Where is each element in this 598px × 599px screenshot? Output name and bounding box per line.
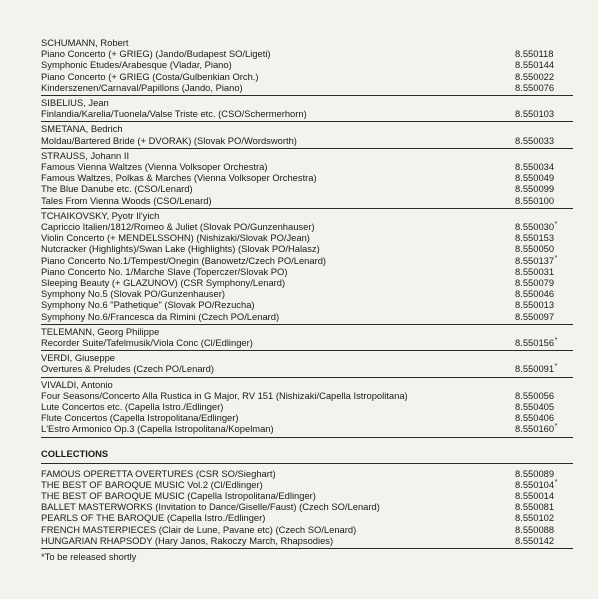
catalog-entry bbox=[41, 221, 573, 232]
catalog-entry bbox=[41, 490, 573, 501]
catalog-number: 8.550022 bbox=[515, 70, 555, 82]
work-title: THE BEST OF BAROQUE MUSIC Vol.2 (Cl/Edlinger) bbox=[41, 478, 263, 490]
catalog-number: 8.550160 bbox=[515, 423, 555, 435]
catalog-number-cell bbox=[515, 183, 573, 194]
work-title: Capriccio Italien/1812/Romeo & Juliet (Slovak PO/Gunzenhauser) bbox=[41, 220, 315, 232]
work-title: Violin Concerto (+ MENDELSSOHN) (Nishizaki/Slovak PO/Jean) bbox=[41, 232, 310, 244]
catalog-number-cell bbox=[515, 468, 573, 479]
catalog-entry bbox=[41, 161, 573, 172]
catalog-entry bbox=[41, 412, 573, 423]
catalog-number: 8.550091 bbox=[515, 363, 555, 375]
work-title: Symphonic Etudes/Arabesque (Vladar, Piano) bbox=[41, 59, 232, 71]
catalog-number-cell bbox=[515, 363, 573, 374]
work-title: THE BEST OF BAROQUE MUSIC (Capella Istropolitana/Edlinger) bbox=[41, 489, 316, 501]
catalog-number: 8.550034 bbox=[515, 160, 555, 172]
catalog-number-cell bbox=[515, 412, 573, 423]
upcoming-release-marker: * bbox=[554, 254, 558, 262]
upcoming-release-marker: * bbox=[554, 423, 558, 431]
catalog-number: 8.550013 bbox=[515, 299, 555, 311]
composer-section bbox=[41, 325, 573, 351]
catalog-number-cell bbox=[515, 288, 573, 299]
work-title: FAMOUS OPERETTA OVERTURES (CSR SO/Sieghart) bbox=[41, 467, 276, 479]
composer-section bbox=[41, 351, 573, 377]
catalog-number: 8.550406 bbox=[515, 412, 555, 424]
catalog-entry bbox=[41, 337, 573, 348]
composer-section bbox=[41, 37, 573, 96]
catalog-number: 8.550156 bbox=[515, 336, 555, 348]
catalog-number-cell bbox=[515, 423, 573, 434]
work-title: Symphony No.6/Francesca da Rimini (Czech PO/Lenard) bbox=[41, 310, 280, 322]
composer-section bbox=[41, 209, 573, 325]
composer-sections bbox=[41, 37, 573, 438]
catalog-entry bbox=[41, 311, 573, 322]
work-title: Finlandia/Karelia/Tuonela/Valse Triste etc. (CSO/Schermerhorn) bbox=[41, 108, 307, 120]
catalog-number: 8.550118 bbox=[515, 48, 554, 60]
work-title: Piano Concerto No. 1/Marche Slave (Toperczer/Slovak PO) bbox=[41, 265, 288, 277]
upcoming-release-marker: * bbox=[554, 220, 558, 228]
composer-section bbox=[41, 96, 573, 122]
catalog-number-cell bbox=[515, 195, 573, 206]
catalog-number: 8.550405 bbox=[515, 400, 555, 412]
work-title: Piano Concerto No.1/Tempest/Onegin (Banowetz/Czech PO/Lenard) bbox=[41, 254, 327, 266]
catalog-entry bbox=[41, 288, 573, 299]
catalog-number-cell bbox=[515, 535, 573, 546]
catalog-number-cell bbox=[515, 243, 573, 254]
catalog-entry bbox=[41, 172, 573, 183]
work-title: FRENCH MASTERPIECES (Clair de Lune, Pavane etc) (Czech SO/Lenard) bbox=[41, 523, 357, 535]
composer-name: TELEMANN, Georg Philippe bbox=[41, 325, 160, 337]
upcoming-release-marker: * bbox=[554, 478, 558, 486]
work-title: Lute Concertos etc. (Capella Istro./Edlinger) bbox=[41, 400, 224, 412]
catalog-number-cell bbox=[515, 299, 573, 310]
work-title: Overtures & Preludes (Czech PO/Lenard) bbox=[41, 363, 214, 375]
catalog-number-cell bbox=[515, 255, 573, 266]
catalog-number: 8.550076 bbox=[515, 81, 555, 93]
composer-section bbox=[41, 149, 573, 209]
catalog-number: 8.550079 bbox=[515, 276, 555, 288]
upcoming-release-marker: * bbox=[554, 336, 558, 344]
catalog-number: 8.550103 bbox=[515, 108, 555, 120]
work-title: L'Estro Armonico Op.3 (Capella Istropolitana/Kopelman) bbox=[41, 423, 274, 435]
collections-heading: COLLECTIONS bbox=[41, 448, 573, 464]
catalog-number-cell bbox=[515, 221, 573, 232]
catalog-entry bbox=[41, 255, 573, 266]
composer-name: VERDI, Giuseppe bbox=[41, 352, 115, 364]
catalog-number-cell bbox=[515, 48, 573, 59]
work-title: Four Seasons/Concerto Alla Rustica in G Major, RV 151 (Nishizaki/Capella Istropolitana) bbox=[41, 389, 408, 401]
catalog-number: 8.550046 bbox=[515, 288, 555, 300]
catalog-number-cell bbox=[515, 390, 573, 401]
catalog-entry bbox=[41, 243, 573, 254]
catalog-number-cell bbox=[515, 401, 573, 412]
composer-section bbox=[41, 378, 573, 438]
release-footnote: *To be released shortly bbox=[41, 551, 137, 562]
catalog-number: 8.550142 bbox=[515, 534, 555, 546]
catalog-entry bbox=[41, 108, 573, 119]
composer-section bbox=[41, 122, 573, 148]
catalog-number-cell bbox=[515, 524, 573, 535]
catalog-number-cell bbox=[515, 501, 573, 512]
work-title: HUNGARIAN RHAPSODY (Hary Janos, Rakoczy March, Rhapsodies) bbox=[41, 534, 334, 546]
work-title: Moldau/Bartered Bride (+ DVORAK) (Slovak PO/Wordsworth) bbox=[41, 134, 297, 146]
catalog-entry bbox=[41, 183, 573, 194]
catalog-entry bbox=[41, 71, 573, 82]
catalog-number-cell bbox=[515, 479, 573, 490]
catalog-entry bbox=[41, 299, 573, 310]
catalog-number-cell bbox=[515, 337, 573, 348]
composer-name: SMETANA, Bedrich bbox=[41, 123, 123, 135]
work-title: Tales From Vienna Woods (CSO/Lenard) bbox=[41, 194, 212, 206]
catalog-listing bbox=[41, 37, 573, 562]
catalog-number-cell bbox=[515, 108, 573, 119]
work-title: Kinderszenen/Carnaval/Papillons (Jando, Piano) bbox=[41, 81, 243, 93]
work-title: Symphony No.5 (Slovak PO/Gunzenhauser) bbox=[41, 288, 225, 300]
catalog-number: 8.550081 bbox=[515, 501, 555, 513]
catalog-entry bbox=[41, 195, 573, 206]
catalog-number-cell bbox=[515, 82, 573, 93]
catalog-number-cell bbox=[515, 71, 573, 82]
catalog-entry bbox=[41, 401, 573, 412]
work-title: Nutcracker (Highlights)/Swan Lake (Highlights) (Slovak PO/Halasz) bbox=[41, 243, 320, 255]
catalog-number: 8.550097 bbox=[515, 310, 555, 322]
catalog-number: 8.550050 bbox=[515, 243, 555, 255]
upcoming-release-marker: * bbox=[554, 363, 558, 371]
work-title: PEARLS OF THE BAROQUE (Capella Istro./Edlinger) bbox=[41, 512, 266, 524]
catalog-number: 8.550100 bbox=[515, 194, 555, 206]
catalog-number-cell bbox=[515, 266, 573, 277]
catalog-entry bbox=[41, 266, 573, 277]
composer-name: STRAUSS, Johann II bbox=[41, 149, 130, 161]
catalog-number: 8.550088 bbox=[515, 523, 555, 535]
catalog-entry bbox=[41, 48, 573, 59]
catalog-number: 8.550056 bbox=[515, 389, 555, 401]
work-title: Recorder Suite/Tafelmusik/Viola Conc (Cl/Edlinger) bbox=[41, 336, 253, 348]
catalog-entry bbox=[41, 524, 573, 535]
catalog-entry bbox=[41, 82, 573, 93]
catalog-number: 8.550031 bbox=[515, 265, 555, 277]
work-title: Famous Vienna Waltzes (Vienna Volksoper Orchestra) bbox=[41, 160, 268, 172]
catalog-entry bbox=[41, 363, 573, 374]
catalog-entry bbox=[41, 232, 573, 243]
catalog-number: 8.550153 bbox=[515, 232, 555, 244]
work-title: The Blue Danube etc. (CSO/Lenard) bbox=[41, 183, 193, 195]
catalog-number-cell bbox=[515, 161, 573, 172]
work-title: Flute Concertos (Capella Istropolitana/Edlinger) bbox=[41, 412, 239, 424]
catalog-entry bbox=[41, 135, 573, 146]
work-title: Piano Concerto (+ GRIEG (Costa/Gulbenkian Orch.) bbox=[41, 70, 259, 82]
catalog-number: 8.550102 bbox=[515, 512, 555, 524]
composer-name: TCHAIKOVSKY, Pyotr Il'yich bbox=[41, 209, 160, 221]
catalog-entry bbox=[41, 501, 573, 512]
catalog-number-cell bbox=[515, 172, 573, 183]
catalog-number: 8.550099 bbox=[515, 183, 555, 195]
catalog-number: 8.550089 bbox=[515, 467, 555, 479]
composer-name: VIVALDI, Antonio bbox=[41, 378, 113, 390]
catalog-number: 8.550144 bbox=[515, 59, 555, 71]
collections-list bbox=[41, 468, 573, 549]
catalog-entry bbox=[41, 423, 573, 434]
catalog-number: 8.550104 bbox=[515, 478, 555, 490]
catalog-entry bbox=[41, 59, 573, 70]
catalog-number-cell bbox=[515, 135, 573, 146]
catalog-number-cell bbox=[515, 512, 573, 523]
catalog-entry bbox=[41, 277, 573, 288]
catalog-entry bbox=[41, 390, 573, 401]
work-title: Sleeping Beauty (+ GLAZUNOV) (CSR Symphony/Lenard) bbox=[41, 276, 286, 288]
work-title: Piano Concerto (+ GRIEG) (Jando/Budapest SO/Ligeti) bbox=[41, 48, 271, 60]
catalog-number-cell bbox=[515, 277, 573, 288]
composer-name: SCHUMANN, Robert bbox=[41, 37, 129, 48]
catalog-number: 8.550049 bbox=[515, 172, 555, 184]
work-title: Famous Waltzes, Polkas & Marches (Vienna Volksoper Orchestra) bbox=[41, 172, 317, 184]
catalog-number-cell bbox=[515, 59, 573, 70]
catalog-entry bbox=[41, 479, 573, 490]
catalog-number-cell bbox=[515, 232, 573, 243]
catalog-number: 8.550033 bbox=[515, 134, 555, 146]
catalog-entry bbox=[41, 535, 573, 546]
catalog-entry bbox=[41, 468, 573, 479]
work-title: Symphony No.6 "Pathetique" (Slovak PO/Rezucha) bbox=[41, 299, 255, 311]
work-title: BALLET MASTERWORKS (Invitation to Dance/Giselle/Faust) (Czech SO/Lenard) bbox=[41, 501, 380, 513]
catalog-number-cell bbox=[515, 311, 573, 322]
catalog-number: 8.550014 bbox=[515, 489, 555, 501]
catalog-number: 8.550030 bbox=[515, 220, 555, 232]
catalog-entry bbox=[41, 512, 573, 523]
catalog-number: 8.550137 bbox=[515, 254, 555, 266]
catalog-number-cell bbox=[515, 490, 573, 501]
composer-name: SIBELIUS, Jean bbox=[41, 97, 109, 108]
